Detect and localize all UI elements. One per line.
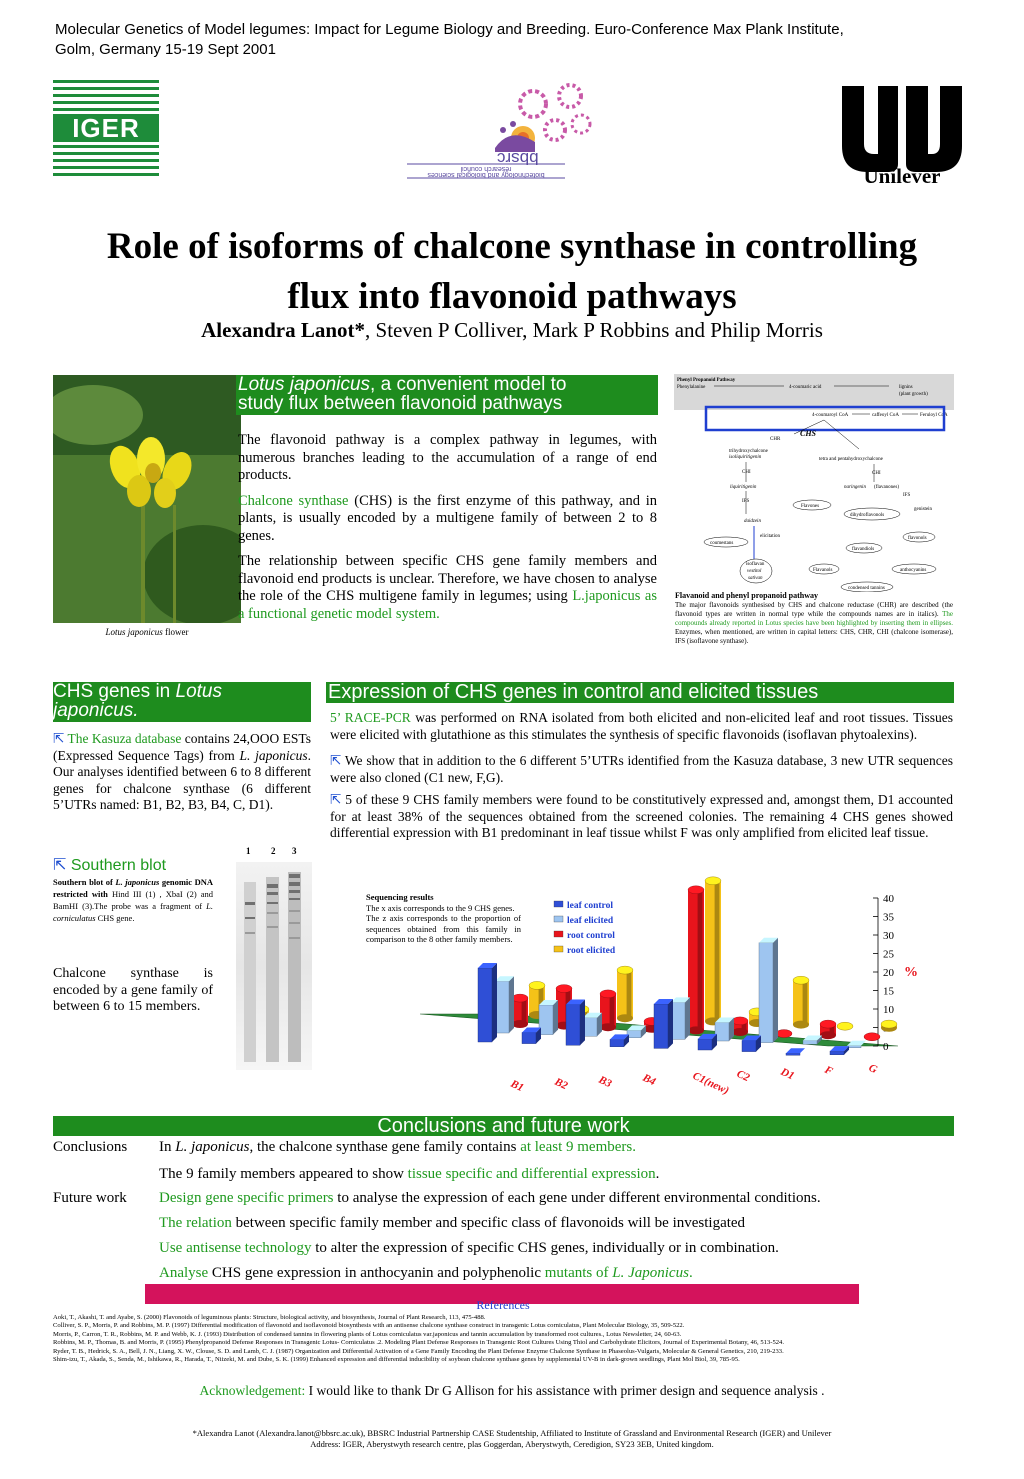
legend-swatch: [554, 916, 563, 922]
future-1-highlight: Design gene specific primers: [159, 1190, 334, 1206]
conclusion-1-species: L. japonicus: [175, 1139, 250, 1155]
node-ifs-left: IFS: [742, 499, 750, 504]
kasuza-database-term: The Kasuza database: [67, 731, 182, 746]
chart-bar: [566, 1000, 585, 1046]
node-flavanols: Flavanols: [813, 568, 833, 573]
node-sativan: sativan: [748, 576, 763, 581]
node-phenylalanine: Phenylalanine: [677, 385, 706, 390]
node-vestitol: vestitol: [747, 569, 762, 574]
southern-blot-caption: [53, 876, 213, 924]
chart-bar: [610, 1034, 629, 1046]
chart-bar: [820, 1020, 836, 1039]
chart-category-label: G: [866, 1061, 880, 1077]
node-4-coumaroyl-coa: 4-coumaroyl CoA: [812, 413, 849, 418]
lane-label-3: 3: [292, 846, 297, 856]
references-list: [53, 1314, 963, 1364]
chart-tick-label: 35: [883, 911, 894, 924]
conclusions-heading: Conclusions and future work: [53, 1116, 954, 1136]
node-genistein: genistein: [914, 507, 933, 512]
node-condensed-tannins: condensed tannins: [848, 586, 885, 591]
chs-genes-text-1: contains 24,OOO ESTs (Expressed Sequence Tags) from: [53, 731, 311, 763]
chart-bars: [478, 877, 897, 1055]
intro-heading: [236, 375, 658, 415]
title-line-1: Role of isoforms of chalcone synthase in controlling: [106, 226, 918, 267]
acknowledgement: [0, 1383, 1024, 1399]
lane-label-1: 1: [246, 846, 251, 856]
chart-category-label: D1: [778, 1065, 796, 1083]
future-2-rest: between specific family member and specific class of flavonoids will be investigated: [231, 1215, 746, 1231]
chart-bar: [671, 997, 690, 1039]
reference-4: Robbins, M. P., Thomas, B. and Morris, P. (1995) Phenylpropanoid Defense Responses in Transgenic Lotus- Corniculatus .2. Modeling Plant Defense Responses in Transgenic Root Cultures Using Thiol and Carbohydrate Elicitors, Journal of Experimental Botany, 46, 513-524.: [53, 1339, 784, 1347]
southern-blot-gel-image: [236, 862, 312, 1070]
southern-caption-end: CHS gene.: [95, 913, 135, 923]
node-tetrapenta-chalcone: tetra and pentahydroxychalcone: [819, 457, 883, 462]
node-chi-right: CHI: [872, 471, 881, 476]
future-item-4: [159, 1265, 693, 1282]
future-item-1: [159, 1190, 821, 1207]
node-naringenin: naringenin: [844, 485, 866, 490]
pathway-caption-text-1: The major flavonoids synthesised by CHS and chalcone reductase (CHR) are described (the flavonoid types are written in normal type while the compounds names are in italics).: [675, 601, 953, 618]
chart-category-label: B3: [596, 1073, 614, 1091]
arrow-icon: ⇱: [330, 792, 342, 808]
pathway-diagram: [674, 374, 954, 592]
acknowledgement-label: Acknowledgement:: [199, 1383, 306, 1398]
legend-label: leaf control: [567, 901, 613, 911]
southern-caption-text: Hind III (1) , XbaI (2) and BamHI (3).The probe was a fragment of: [53, 889, 213, 911]
node-isoliquiritigenin: isoliquiritigenin: [729, 455, 762, 460]
pathway-box-title: Phenyl Propanoid Pathway: [677, 378, 736, 383]
future-item-3: [159, 1240, 779, 1257]
chart-category-label: B2: [552, 1075, 570, 1093]
legend-swatch: [554, 946, 563, 952]
sequencing-note-z-axis: The z axis corresponds to the proportion of sequences obtained from this family in comparison to the 8 other family members.: [366, 913, 521, 944]
poster-title: [20, 222, 1004, 322]
sequencing-note-title: Sequencing results: [366, 892, 434, 902]
intro-paragraph-1: The flavonoid pathway is a complex pathway in legumes, with numerous branches leading to the accumulation of a range of end products.: [238, 432, 657, 483]
co-authors: , Steven P Colliver, Mark P Robbins and Philip Morris: [365, 318, 823, 342]
intro-heading-rest: , a convenient model to: [370, 374, 567, 395]
reference-1: Aoki, T., Akashi, T. and Ayabe, S. (2000) Flavonoids of leguminous plants: Structure, biological activity, and biosynthesis, Journal of Plant Research, 113, 475-488.: [53, 1314, 486, 1321]
intro-paragraph-2: [238, 493, 657, 546]
expression-paragraph-1-rest: was performed on RNA isolated from both elicited and non-elicited leaf and root tissues. Tissues were elicited with glutathione as this stimulates the synthesis of specific flavonoids (isoflavan phytoalexins).: [330, 710, 954, 742]
pathway-caption-highlight: The compounds already reported in Lotus species have been highlighted by inserting them in ellipses.: [675, 610, 953, 627]
southern-blot-heading: [53, 855, 166, 875]
arrow-icon: ⇱: [53, 855, 67, 874]
expression-heading: Expression of CHS genes in control and elicited tissues: [326, 682, 954, 703]
chart-bar: [654, 999, 673, 1048]
expression-paragraph-2: [330, 753, 953, 786]
conclusion-1-highlight: at least 9 members.: [520, 1139, 636, 1155]
node-flavones: Flavones: [801, 504, 820, 509]
sequencing-chart-svg: [400, 866, 920, 1106]
southern-caption-species: L. japonicus: [115, 877, 160, 887]
node-isoflavan: isoflavan: [746, 562, 765, 567]
chart-bar: [522, 1028, 541, 1044]
chart-bar: [600, 990, 616, 1031]
race-pcr-term: 5’ RACE-PCR: [330, 710, 411, 725]
chart-category-label: C2: [734, 1067, 752, 1085]
photo-caption-rest: flower: [162, 627, 189, 637]
node-chi-left: CHI: [742, 470, 751, 475]
chs-genes-species: L. japonicus: [239, 747, 308, 763]
node-trihydroxychalcone: trihydroxychalcone: [729, 449, 768, 454]
chart-tick-label: 10: [883, 1004, 894, 1016]
chart-bar: [495, 976, 514, 1033]
chart-bar: [793, 976, 809, 1028]
legend-label: root control: [567, 931, 615, 941]
legend-label: root elicited: [567, 946, 616, 956]
chart-bar: [742, 1036, 761, 1052]
chalcone-synthase-term: Chalcone synthase: [238, 492, 349, 509]
node-flavanones: (flavanones): [874, 485, 899, 490]
node-chs: CHS: [800, 429, 817, 438]
gene-family-summary: Chalcone synthase is encoded by a gene family of between 6 to 15 members.: [53, 966, 213, 1014]
node-lignins: lignins: [899, 385, 913, 390]
chs-genes-heading-species: Lotus japonicus.: [53, 681, 222, 721]
bbsrc-tagline-1: biotechnology and biological sciences: [427, 171, 545, 178]
iger-logo: [53, 78, 159, 178]
arrow-icon: ⇱: [330, 753, 342, 769]
reference-3: Morris, P., Carron, T. R., Robbins, M. P. and Webb, K. J. (1993) Distribution of condensed tannins in flowering plants of Lotus corniculatus var.japonicus and tannin accumulation by transformed root cultures., Lotus Newsletter, 24, 60-63.: [53, 1330, 682, 1338]
reference-6: Shim-izu, T., Akada, S., Senda, M., Ishikawa, R., Harada, T., Niizeki, M. and Dube, S. K. (1999) Enhanced expression and differential inducibility of soybean chalcone synthase genes by supplemental UV-B in dark-grown seedlings, Plant Mol Biol, 39, 785-95.: [53, 1356, 740, 1364]
conclusions-label: Conclusions: [53, 1139, 128, 1155]
chart-category-label: B1: [508, 1077, 526, 1095]
intro-body: [238, 432, 657, 623]
node-4-coumaric-acid: 4-coumaric acid: [789, 385, 822, 390]
intro-heading-line2: study flux between flavonoid pathways: [238, 393, 563, 414]
chart-bar: [705, 877, 721, 1026]
chart-category-label: F: [822, 1063, 835, 1078]
chart-bar: [830, 1046, 849, 1055]
unilever-wordmark: Unilever: [863, 164, 941, 188]
chart-category-labels: [508, 1062, 879, 1097]
chart-tick-label: 20: [883, 967, 894, 979]
intro-paragraph-3: [238, 553, 657, 623]
chart-tick-label: 30: [883, 930, 894, 942]
references-heading: References: [476, 1298, 530, 1312]
southern-caption-probe-species: L. corniculatus: [53, 901, 213, 923]
conclusion-1-start: In: [159, 1139, 176, 1155]
sequencing-note-x-axis: The x axis corresponds to the 9 CHS genes.: [366, 902, 515, 913]
future-4-highlight-2: mutants of: [544, 1265, 613, 1281]
future-3-highlight: Use antisense technology: [159, 1240, 312, 1256]
unilever-logo: [838, 84, 966, 194]
authors: [20, 318, 1004, 343]
chs-highlight-box: [706, 407, 944, 430]
chart-legend: [554, 901, 616, 956]
node-ifs-right: IFS: [903, 493, 911, 498]
node-lignins-sub: (plant growth): [899, 392, 928, 397]
chart-bar: [512, 994, 528, 1028]
conference-header: [55, 20, 844, 60]
intro-heading-species: Lotus japonicus: [238, 374, 371, 395]
node-elicitation: elicitation: [760, 534, 780, 539]
node-caffeoyl-coa: caffeoyl CoA: [872, 413, 899, 418]
photo-caption: [53, 627, 241, 637]
expression-paragraph-3: [330, 792, 953, 842]
chart-bar: [837, 1022, 853, 1030]
photo-caption-species: Lotus japonicus: [105, 627, 163, 637]
chs-genes-heading-text: CHS genes in: [53, 681, 176, 702]
node-anthocyanins: anthocyanins: [900, 568, 927, 573]
legend-label: leaf elicited: [567, 916, 614, 926]
future-4-highlight: Analyse: [159, 1265, 209, 1281]
reference-5: Ryder, T. B., Hedrick, S. A., Bell, J. N., Liang, X. W., Clouse, S. D. and Lamb, C. J. (1987) Organization and Differential Activation of a Gene Family Encoding the Plant Defense Enzyme Chalcone Synthase in Phaseolus-Vulgaris, Molecular & General Genetics, 210, 219-233.: [53, 1347, 784, 1355]
arrow-icon: ⇱: [53, 731, 65, 747]
conclusion-2-start: The 9 family members appeared to show: [159, 1166, 408, 1182]
legend-swatch: [554, 931, 563, 937]
pathway-caption: [675, 591, 953, 646]
chs-genes-heading: [53, 682, 311, 722]
chart-bar: [759, 938, 778, 1043]
future-4-species: L. Japonicus: [612, 1265, 689, 1281]
conclusion-item-1: [159, 1139, 636, 1156]
title-line-2: flux into flavonoid pathways: [287, 276, 737, 317]
future-work-label: Future work: [53, 1190, 127, 1206]
pathway-caption-text-2: Enzymes, when mentioned, are written in capital letters: CHS, CHR, CHI (chalcone isomerase), IFS (isoflavone synthase).: [675, 628, 953, 645]
bbsrc-wordmark: bbsrc: [497, 149, 539, 168]
lotus-flower-photo: [53, 375, 241, 623]
chart-category-label: B4: [640, 1071, 658, 1089]
chart-category-label: C1(new): [690, 1069, 731, 1097]
chart-bar: [478, 963, 497, 1042]
chart-bar: [732, 1017, 748, 1036]
chart-bar: [776, 1030, 792, 1038]
chart-bar: [864, 1033, 880, 1041]
conclusion-2-end: .: [655, 1166, 660, 1182]
expression-paragraph-1: [330, 710, 953, 743]
lane-label-2: 2: [271, 846, 276, 856]
chart-bar: [698, 1034, 717, 1050]
bbsrc-logo: [405, 78, 595, 186]
conclusion-item-2: [159, 1166, 659, 1183]
chart-tick-label: 40: [883, 893, 894, 905]
southern-caption-bold-1: Southern blot of: [53, 877, 116, 887]
chart-tick-label: 25: [883, 948, 894, 961]
expression-body: [330, 710, 953, 842]
chart-bar: [786, 1048, 805, 1055]
conclusion-2-highlight: tissue specific and differential expression: [407, 1166, 656, 1182]
future-4-rest: CHS gene expression in anthocyanin and polyphenolic: [208, 1265, 545, 1281]
footer-line-1: *Alexandra Lanot (Alexandra.lanot@bbsrc.ac.uk), BBSRC Industrial Partnership CASE Studentship, Affiliated to Institute of Grassland and Environmental Research (IGER) and Unilever: [192, 1428, 832, 1438]
conference-line-2: Golm, Germany 15-19 Sept 2001: [55, 41, 276, 58]
conclusion-1-mid: , the chalcone synthase gene family contains: [249, 1139, 521, 1155]
chart-bar: [539, 1000, 558, 1035]
southern-blot-title: Southern blot: [70, 857, 167, 874]
expression-paragraph-2-text: We show that in addition to the 6 different 5’UTRs identified from the Kasuza database, 3 new UTR sequences were also cloned (C1 new, F,G).: [330, 753, 953, 785]
intro-paragraph-2-rest: (CHS) is the first enzyme of this pathway, and in plants, is usually encoded by a multigene family of between 2 to 8 genes.: [238, 492, 657, 544]
future-3-rest: to alter the expression of specific CHS genes, individually or in combination.: [311, 1240, 779, 1256]
reference-2: Colliver, S. P., Morris, P. and Robbins, M. P. (1997) Differential modification of flavonoid and isoflavonoid biosynthesis with an antisense chalcone synthase construct in transgenic Lotus corniculatus, Plant Molecular Biology, 35, 509-522.: [53, 1322, 685, 1330]
chs-genes-paragraph: [53, 731, 311, 814]
chart-bar: [617, 966, 633, 1022]
iger-logo-text: IGER: [72, 113, 140, 143]
node-daidzein: daidzein: [744, 519, 761, 524]
legend-swatch: [554, 901, 563, 907]
chart-tick-label: 0: [883, 1041, 889, 1053]
lead-author: Alexandra Lanot*: [201, 318, 366, 342]
footer: [0, 1428, 1024, 1450]
conference-line-1: Molecular Genetics of Model legumes: Impact for Legume Biology and Breeding. Euro-Conference Max Plank Institute,: [55, 21, 844, 38]
chart-bar: [881, 1020, 897, 1032]
expression-paragraph-3-text: 5 of these 9 CHS family members were found to be constitutively expressed and, amongst them, D1 accounted for at least 38% of the sequences obtained from the screened colonies. The remaining 4 CHS genes showed differential expression with B1 predominant in leaf tissue whilst F was only amplified from elicited leaf tissue.: [330, 792, 953, 840]
chart-bar: [583, 1013, 602, 1036]
node-liquiritigenin: liquiritigenin: [730, 485, 757, 490]
intro-paragraph-3-start: The relationship between specific CHS gene family members and flavonoid end products is unclear. Therefore, we have chosen to analyse the role of the CHS multigene family in legumes; using: [238, 553, 657, 604]
future-item-2: [159, 1215, 745, 1232]
chart-tick-label: 15: [883, 985, 894, 998]
node-chr: CHR: [770, 437, 781, 442]
future-1-rest: to analyse the expression of each gene under different environmental conditions.: [333, 1190, 821, 1206]
node-flavandiols: flavandiols: [852, 547, 875, 552]
bbsrc-tagline-2: research council: [460, 165, 512, 172]
chart-bar: [715, 1018, 734, 1042]
footer-line-2: Address: IGER, Aberystwyth research centre, plas Goggerdan, Aberystwyth, Ceredigion, SY23 3EB, United kingdom.: [310, 1439, 714, 1449]
node-feruloyl-coa: Feruloyl CoA: [920, 413, 948, 418]
pathway-caption-title: Flavanoid and phenyl propanoid pathway: [675, 591, 819, 600]
sequencing-chart: [400, 866, 920, 1106]
acknowledgement-text: I would like to thank Dr G Allison for his assistance with primer design and sequence analysis .: [305, 1383, 825, 1398]
node-dihydroflavonols: dihydroflavonols: [850, 513, 885, 518]
southern-caption-bold-2: genomic DNA restricted with: [53, 877, 213, 899]
future-2-highlight: The relation: [159, 1215, 232, 1231]
bbsrc-tagline: [407, 165, 565, 177]
chart-axis-unit: %: [904, 965, 918, 980]
chart-bar: [688, 886, 704, 1035]
intro-paragraph-3-model: L.japonicus as a functional genetic model system.: [238, 588, 657, 622]
chs-genes-text-2: . Our analyses identified between 6 to 8 different genes for chalcone synthase (6 different 5’UTRs named: B1, B2, B3, B4, C, D1).: [53, 747, 312, 812]
future-4-dot: .: [688, 1265, 693, 1281]
node-coumestans: coumestans: [710, 541, 734, 546]
node-flavonols: flavonols: [908, 536, 927, 541]
